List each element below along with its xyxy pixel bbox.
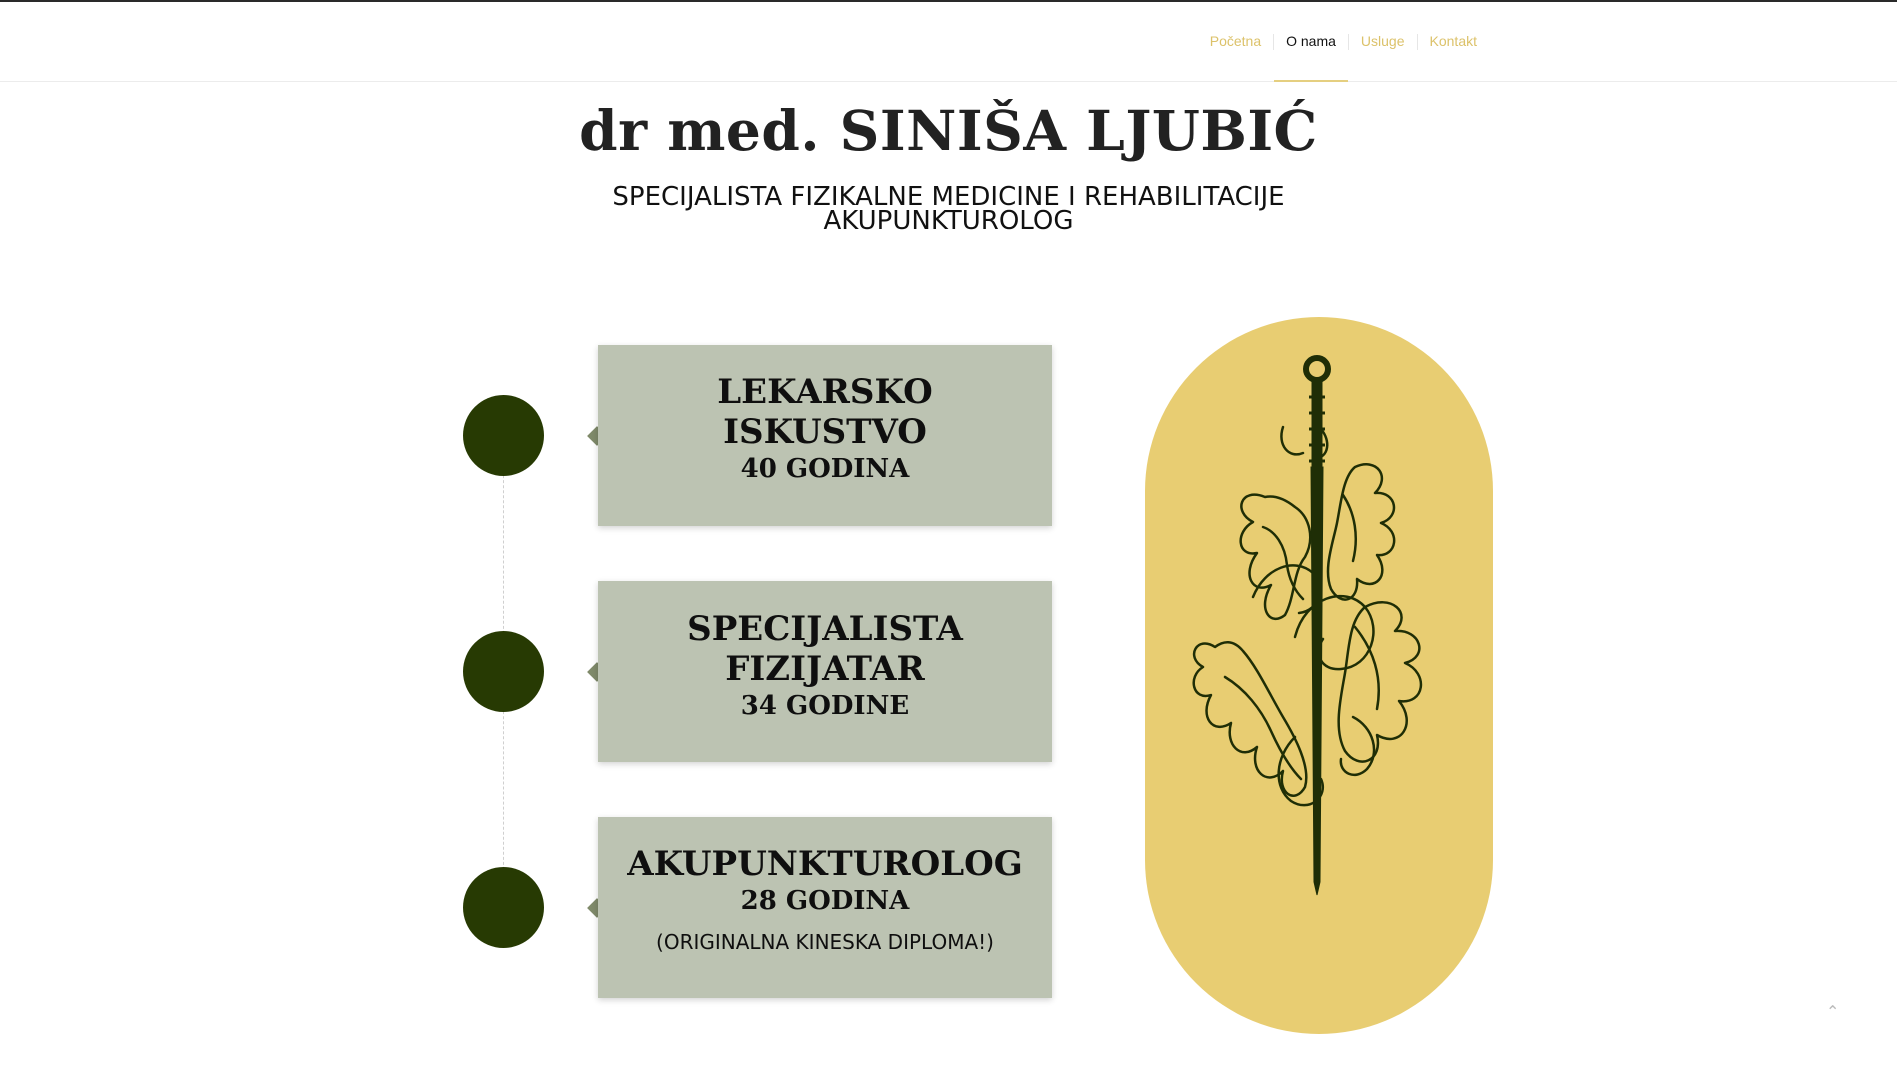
site-header (0, 2, 1897, 82)
chevron-up-icon[interactable]: ⌃ (1826, 1004, 1840, 1021)
card-heading-line2: FIZIJATAR (725, 649, 925, 689)
card-heading-line1: LEKARSKO (717, 372, 933, 412)
nav-link-usluge[interactable]: Usluge (1360, 33, 1405, 49)
acupuncture-needle-with-leaves-icon (1145, 317, 1493, 1034)
timeline-dot (463, 867, 544, 948)
card-duration: 28 GODINA (740, 886, 910, 916)
nav-link-pocetna[interactable]: Početna (1209, 33, 1262, 49)
card-duration: 40 GODINA (740, 454, 910, 484)
timeline-dot (463, 631, 544, 712)
main-navigation (1198, 2, 1489, 81)
nav-link-kontakt[interactable]: Kontakt (1429, 33, 1477, 49)
card-note: (ORIGINALNA KINESKA DIPLOMA!) (656, 930, 994, 954)
card-heading-line1: AKUPUNKTUROLOG (627, 844, 1023, 884)
subtitle-specialty: SPECIJALISTA FIZIKALNE MEDICINE I REHABILITACIJE (612, 182, 1285, 212)
nav-link-o-nama[interactable]: O nama (1274, 2, 1348, 81)
timeline-card-experience (598, 345, 1052, 526)
illustration-panel (1145, 317, 1493, 1034)
card-heading-line1: SPECIJALISTA (687, 609, 963, 649)
subtitle-acupuncture: AKUPUNKTUROLOG (823, 206, 1074, 236)
timeline-dot (463, 395, 544, 476)
card-duration: 34 GODINE (740, 691, 910, 721)
timeline-card-specialist (598, 581, 1052, 762)
timeline-card-acupuncture (598, 817, 1052, 998)
card-heading-line2: ISKUSTVO (723, 412, 927, 452)
page-title: dr med. SINIŠA LJUBIĆ (579, 98, 1318, 163)
